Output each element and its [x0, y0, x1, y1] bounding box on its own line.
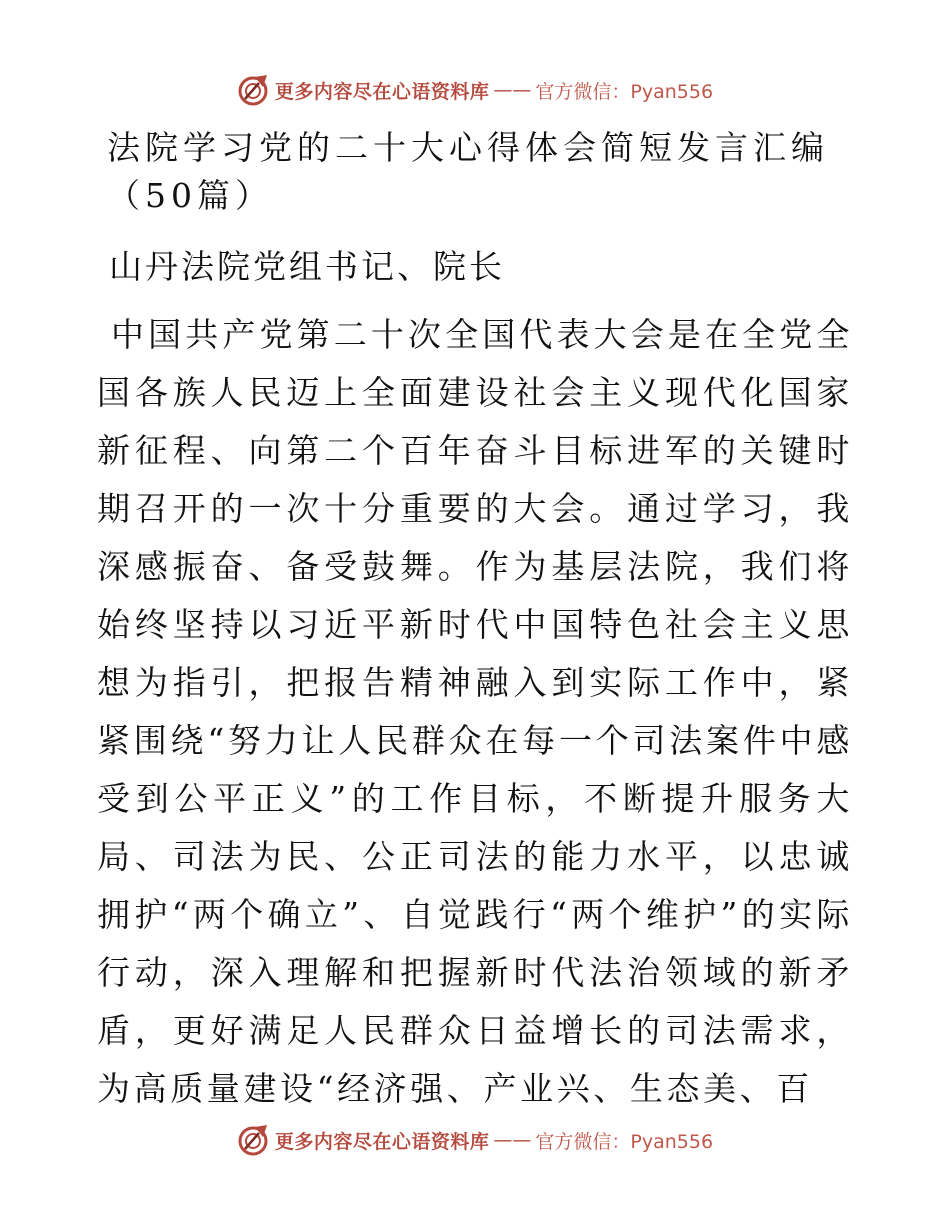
banner-text: 更多内容尽在心语资料库 — [274, 80, 490, 103]
document-title: 法院学习党的二十大心得体会简短发言汇编（50篇） — [107, 128, 829, 215]
banner-separator: —— — [493, 1129, 532, 1151]
banner-separator: —— — [493, 79, 532, 101]
footer-banner — [0, 1118, 950, 1162]
header-banner — [0, 68, 950, 112]
document-body — [97, 124, 853, 1118]
banner-contact: 官方微信：Pyan556 — [535, 80, 714, 103]
banner-text: 更多内容尽在心语资料库 — [274, 1130, 490, 1153]
author-line: 山丹法院党组书记、院长 — [109, 247, 505, 286]
pen-nib-logo-icon — [237, 73, 271, 107]
body-paragraph: 中国共产党第二十次全国代表大会是在全党全国各族人民迈上全面建设社会主义现代化国家新征程、向第二个百年奋斗目标进军的关键时期召开的一次十分重要的大会。通过学习，我深感振奋、备受鼓舞。作为基层法院，我们将始终坚持以习近平新时代中国特色社会主义思想为指引，把报告精神融入到实际工作中，紧紧围绕“努力让人民群众在每一个司法案件中感受到公平正义”的工作目标，不断提升服务大局、司法为民、公正司法的能力水平，以忠诚拥护“两个确立”、自觉践行“两个维护”的实际行动，深入理解和把握新时代法治领域的新矛盾，更好满足人民群众日益增长的司法需求，为高质量建设“经济强、产业兴、生态美、百 — [97, 315, 853, 1108]
banner-contact: 官方微信：Pyan556 — [535, 1130, 714, 1153]
pen-nib-logo-icon — [237, 1123, 271, 1157]
